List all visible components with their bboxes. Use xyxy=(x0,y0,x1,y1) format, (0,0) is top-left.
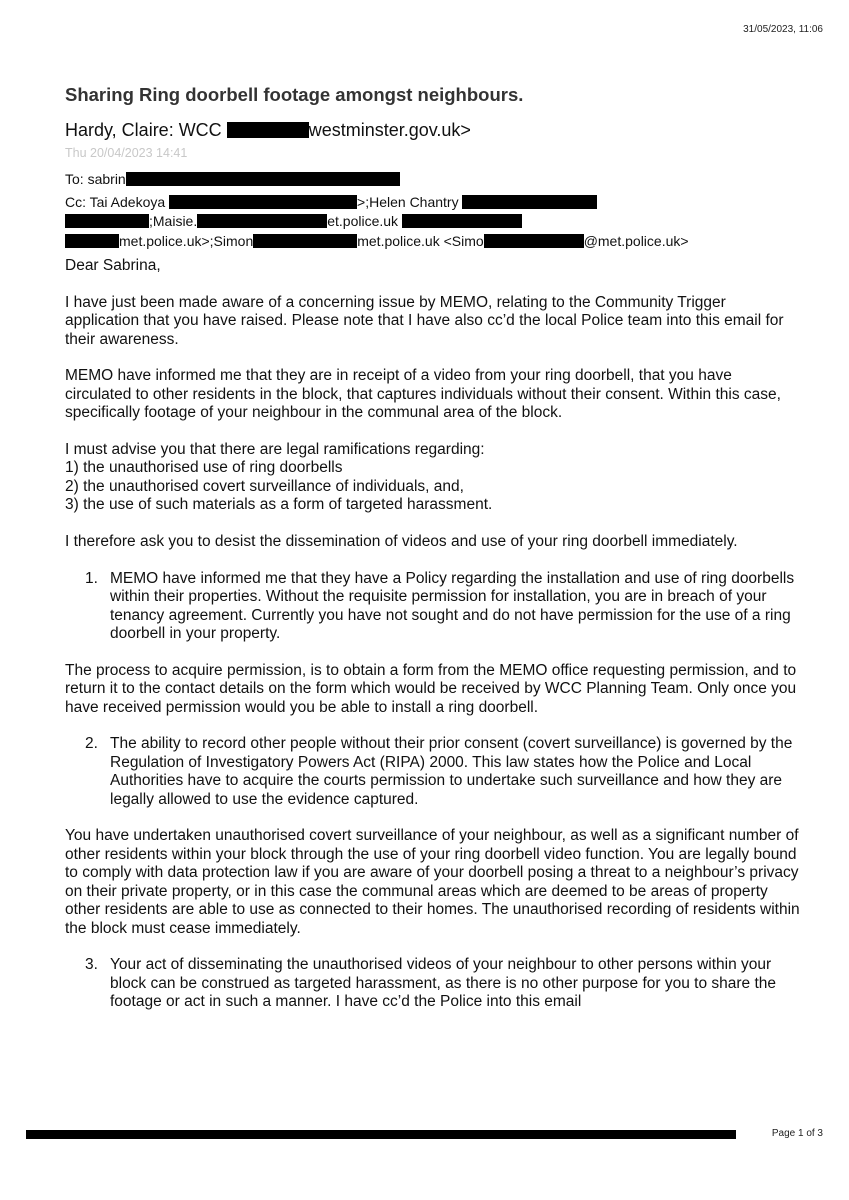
redaction-bar xyxy=(253,234,357,248)
list-item xyxy=(65,735,800,809)
redaction-bar xyxy=(65,214,149,228)
paragraph: MEMO have informed me that they are in receipt of a video from your ring doorbell, that you have circulated to other residents in the block, that captures individuals without their consent. Within this case, specifically footage of your neighbour in the communal area of the block. xyxy=(65,367,781,422)
redaction-bar xyxy=(462,195,597,209)
numbered-list xyxy=(65,956,800,1011)
cc-line-2 xyxy=(65,212,522,230)
footer-redaction-bar xyxy=(26,1130,736,1139)
list-item: 1) the unauthorised use of ring doorbells xyxy=(65,459,343,477)
list-number: 1. xyxy=(85,569,98,587)
paragraph: The process to acquire permission, is to obtain a form from the MEMO office requesting permission, and to return it to the contact details on the form which would be received by WCC Planning Team. Only once you have received permission would you be able to install a ring doorbell. xyxy=(65,661,797,716)
redaction-bar xyxy=(484,234,584,248)
cc-recipient: >;Helen Chantry xyxy=(357,194,459,210)
email-date: Thu 20/04/2023 14:41 xyxy=(65,146,188,160)
redaction-bar xyxy=(65,234,119,248)
list-item-text: Your act of disseminating the unauthorised videos of your neighbour to other persons within your block can be construed as targeted harassment, as there is no other purpose for you to share the footage or act in such a manner. I have cc’d the Police into this email xyxy=(110,956,777,1011)
list-item xyxy=(65,956,800,1011)
redaction-bar xyxy=(126,172,400,186)
print-timestamp: 31/05/2023, 11:06 xyxy=(743,24,823,35)
sender-email: westminster.gov.uk> xyxy=(308,120,471,140)
sender-name: Hardy, Claire: WCC xyxy=(65,120,222,140)
to-line xyxy=(65,170,400,188)
sender-line xyxy=(65,120,471,141)
numbered-list xyxy=(65,570,800,644)
paragraph: I therefore ask you to desist the dissemination of videos and use of your ring doorbell immediately. xyxy=(65,533,738,551)
list-number: 2. xyxy=(85,735,98,753)
to-label: To: xyxy=(65,171,84,187)
paragraph: You have undertaken unauthorised covert surveillance of your neighbour, as well as a significant number of other residents within your block through the use of your ring doorbell video function. You are legally bound to comply with data protection law if you are aware of your doorbell posing a threat to a neighbour’s privacy on their private property, or in this case the communal areas which are deemed to be areas of property other residents are able to use as connected to their homes. The unauthorised recording of residents within the block must cease immediately. xyxy=(65,827,800,937)
cc-line-3 xyxy=(65,232,689,250)
ramifications-list xyxy=(65,441,800,515)
email-body xyxy=(65,257,800,1030)
paragraph: I have just been made aware of a concerning issue by MEMO, relating to the Community Trigger application that you have raised. Please note that I have also cc’d the local Police team into this email for their awareness. xyxy=(65,293,784,348)
greeting: Dear Sabrina, xyxy=(65,257,161,274)
cc-recipient: @met.police.uk> xyxy=(583,233,689,249)
cc-line-1 xyxy=(65,193,597,211)
redaction-bar xyxy=(169,195,357,209)
cc-recipient: Tai Adekoya xyxy=(89,194,166,210)
cc-label: Cc: xyxy=(65,194,86,210)
list-item xyxy=(65,570,800,644)
redaction-bar xyxy=(402,214,522,228)
cc-recipient: ;Maisie. xyxy=(149,213,198,229)
numbered-list xyxy=(65,735,800,809)
cc-recipient: met.police.uk <Simo xyxy=(357,233,484,249)
to-recipient: sabrin xyxy=(87,171,126,187)
redaction-bar xyxy=(227,122,309,138)
list-item: 3) the use of such materials as a form of targeted harassment. xyxy=(65,496,493,514)
list-item-text: The ability to record other people without their prior consent (covert surveillance) is governed by the Regulation of Investigatory Powers Act (RIPA) 2000. This law states how the Police and Local Authorities have to acquire the courts permission to undertake such surveillance and how they are legally allowed to use the evidence captured. xyxy=(110,735,793,808)
list-item-text: MEMO have informed me that they have a Policy regarding the installation and use of ring doorbells within their properties. Without the requisite permission for installation, you are in breach of your tenancy agreement. Currently you have not sought and do not have permission for the use of a ring doorbell in your property. xyxy=(110,569,795,643)
page-number: Page 1 of 3 xyxy=(771,1128,823,1139)
list-intro: I must advise you that there are legal ramifications regarding: xyxy=(65,441,485,459)
cc-recipient: et.police.uk xyxy=(327,213,399,229)
list-number: 3. xyxy=(85,956,98,974)
cc-recipient: met.police.uk>;Simon xyxy=(119,233,254,249)
email-subject: Sharing Ring doorbell footage amongst neighbours. xyxy=(65,84,524,105)
redaction-bar xyxy=(197,214,327,228)
list-item: 2) the unauthorised covert surveillance of individuals, and, xyxy=(65,477,464,495)
